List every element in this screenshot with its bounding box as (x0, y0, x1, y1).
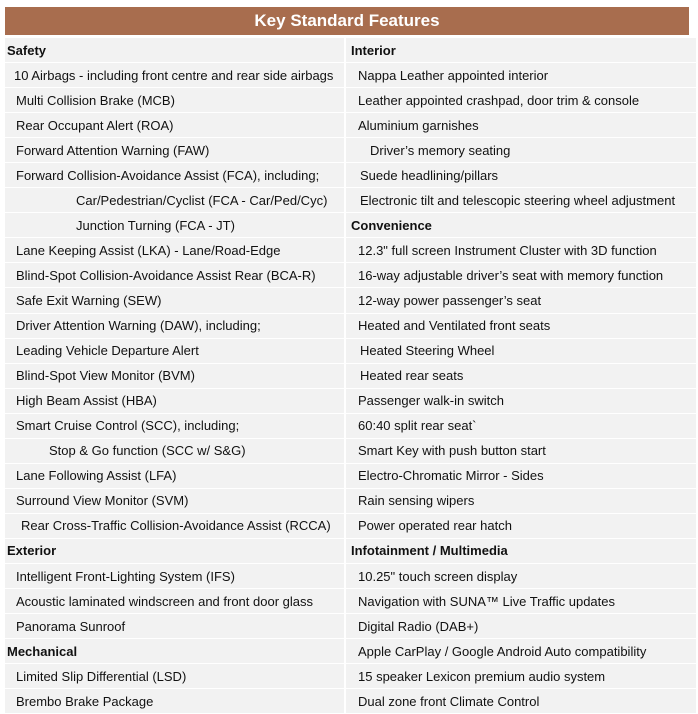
section-heading-mechanical: Mechanical (5, 639, 346, 664)
feature-item: Safe Exit Warning (SEW) (5, 288, 346, 313)
features-panel (5, 7, 689, 714)
feature-item: Power operated rear hatch (346, 514, 696, 539)
feature-item: Heated rear seats (346, 364, 696, 389)
feature-item: Forward Collision-Avoidance Assist (FCA), including; (5, 163, 346, 188)
feature-item: Lane Following Assist (LFA) (5, 464, 346, 489)
feature-item: Navigation with SUNA™ Live Traffic updates (346, 589, 696, 614)
table-row (5, 38, 696, 63)
feature-item: Leading Vehicle Departure Alert (5, 339, 346, 364)
section-heading-interior: Interior (346, 38, 696, 63)
feature-item: Passenger walk-in switch (346, 389, 696, 414)
feature-item: Dual zone front Climate Control (346, 689, 696, 714)
feature-item: Stop & Go function (SCC w/ S&G) (5, 439, 346, 464)
table-row (5, 188, 696, 213)
section-heading-convenience: Convenience (346, 213, 696, 238)
feature-item: High Beam Assist (HBA) (5, 389, 346, 414)
feature-item: Multi Collision Brake (MCB) (5, 88, 346, 113)
feature-item: Surround View Monitor (SVM) (5, 489, 346, 514)
feature-item: Brembo Brake Package (5, 689, 346, 714)
feature-item: Blind-Spot Collision-Avoidance Assist Rear (BCA-R) (5, 263, 346, 288)
page-title: Key Standard Features (5, 7, 689, 35)
section-heading-infotainment: Infotainment / Multimedia (346, 539, 696, 564)
table-row (5, 414, 696, 439)
table-row (5, 514, 696, 539)
table-row (5, 138, 696, 163)
table-row (5, 263, 696, 288)
feature-item: Limited Slip Differential (LSD) (5, 664, 346, 689)
table-row (5, 63, 696, 88)
feature-item: Junction Turning (FCA - JT) (5, 213, 346, 238)
feature-item: Electro-Chromatic Mirror - Sides (346, 464, 696, 489)
feature-item: 10.25" touch screen display (346, 564, 696, 589)
table-row (5, 389, 696, 414)
feature-item: 10 Airbags - including front centre and rear side airbags (5, 63, 346, 88)
feature-item: Smart Key with push button start (346, 439, 696, 464)
table-row (5, 489, 696, 514)
feature-item: Electronic tilt and telescopic steering wheel adjustment (346, 188, 696, 213)
feature-item: Intelligent Front-Lighting System (IFS) (5, 564, 346, 589)
section-heading-exterior: Exterior (5, 539, 346, 564)
feature-item: Driver’s memory seating (346, 138, 696, 163)
table-row (5, 364, 696, 389)
feature-item: Rear Cross-Traffic Collision-Avoidance Assist (RCCA) (5, 514, 346, 539)
table-row (5, 288, 696, 313)
feature-item: 12.3" full screen Instrument Cluster with 3D function (346, 238, 696, 263)
table-row (5, 689, 696, 714)
feature-item: Suede headlining/pillars (346, 163, 696, 188)
feature-item: Nappa Leather appointed interior (346, 63, 696, 88)
feature-item: Driver Attention Warning (DAW), including; (5, 314, 346, 339)
feature-item: Forward Attention Warning (FAW) (5, 138, 346, 163)
feature-item: 12-way power passenger’s seat (346, 288, 696, 313)
feature-item: 60:40 split rear seat` (346, 414, 696, 439)
feature-item: Digital Radio (DAB+) (346, 614, 696, 639)
feature-item: Leather appointed crashpad, door trim & console (346, 88, 696, 113)
feature-item: Panorama Sunroof (5, 614, 346, 639)
table-row (5, 639, 696, 664)
table-row (5, 88, 696, 113)
table-row (5, 539, 696, 564)
table-row (5, 113, 696, 138)
feature-item: Blind-Spot View Monitor (BVM) (5, 364, 346, 389)
feature-item: Heated and Ventilated front seats (346, 314, 696, 339)
feature-item: Rear Occupant Alert (ROA) (5, 113, 346, 138)
table-row (5, 213, 696, 238)
table-row (5, 339, 696, 364)
table-row (5, 163, 696, 188)
section-heading-safety: Safety (5, 38, 346, 63)
feature-item: Apple CarPlay / Google Android Auto compatibility (346, 639, 696, 664)
feature-item: Car/Pedestrian/Cyclist (FCA - Car/Ped/Cyc) (5, 188, 346, 213)
table-row (5, 589, 696, 614)
feature-item: Rain sensing wipers (346, 489, 696, 514)
table-row (5, 564, 696, 589)
feature-item: 16-way adjustable driver’s seat with memory function (346, 263, 696, 288)
feature-item: Heated Steering Wheel (346, 339, 696, 364)
table-row (5, 439, 696, 464)
table-row (5, 614, 696, 639)
feature-item: Aluminium garnishes (346, 113, 696, 138)
feature-item: 15 speaker Lexicon premium audio system (346, 664, 696, 689)
table-row (5, 664, 696, 689)
table-row (5, 314, 696, 339)
feature-item: Lane Keeping Assist (LKA) - Lane/Road-Edge (5, 238, 346, 263)
table-row (5, 464, 696, 489)
table-row (5, 238, 696, 263)
feature-item: Acoustic laminated windscreen and front door glass (5, 589, 346, 614)
features-table (5, 38, 696, 714)
feature-item: Smart Cruise Control (SCC), including; (5, 414, 346, 439)
